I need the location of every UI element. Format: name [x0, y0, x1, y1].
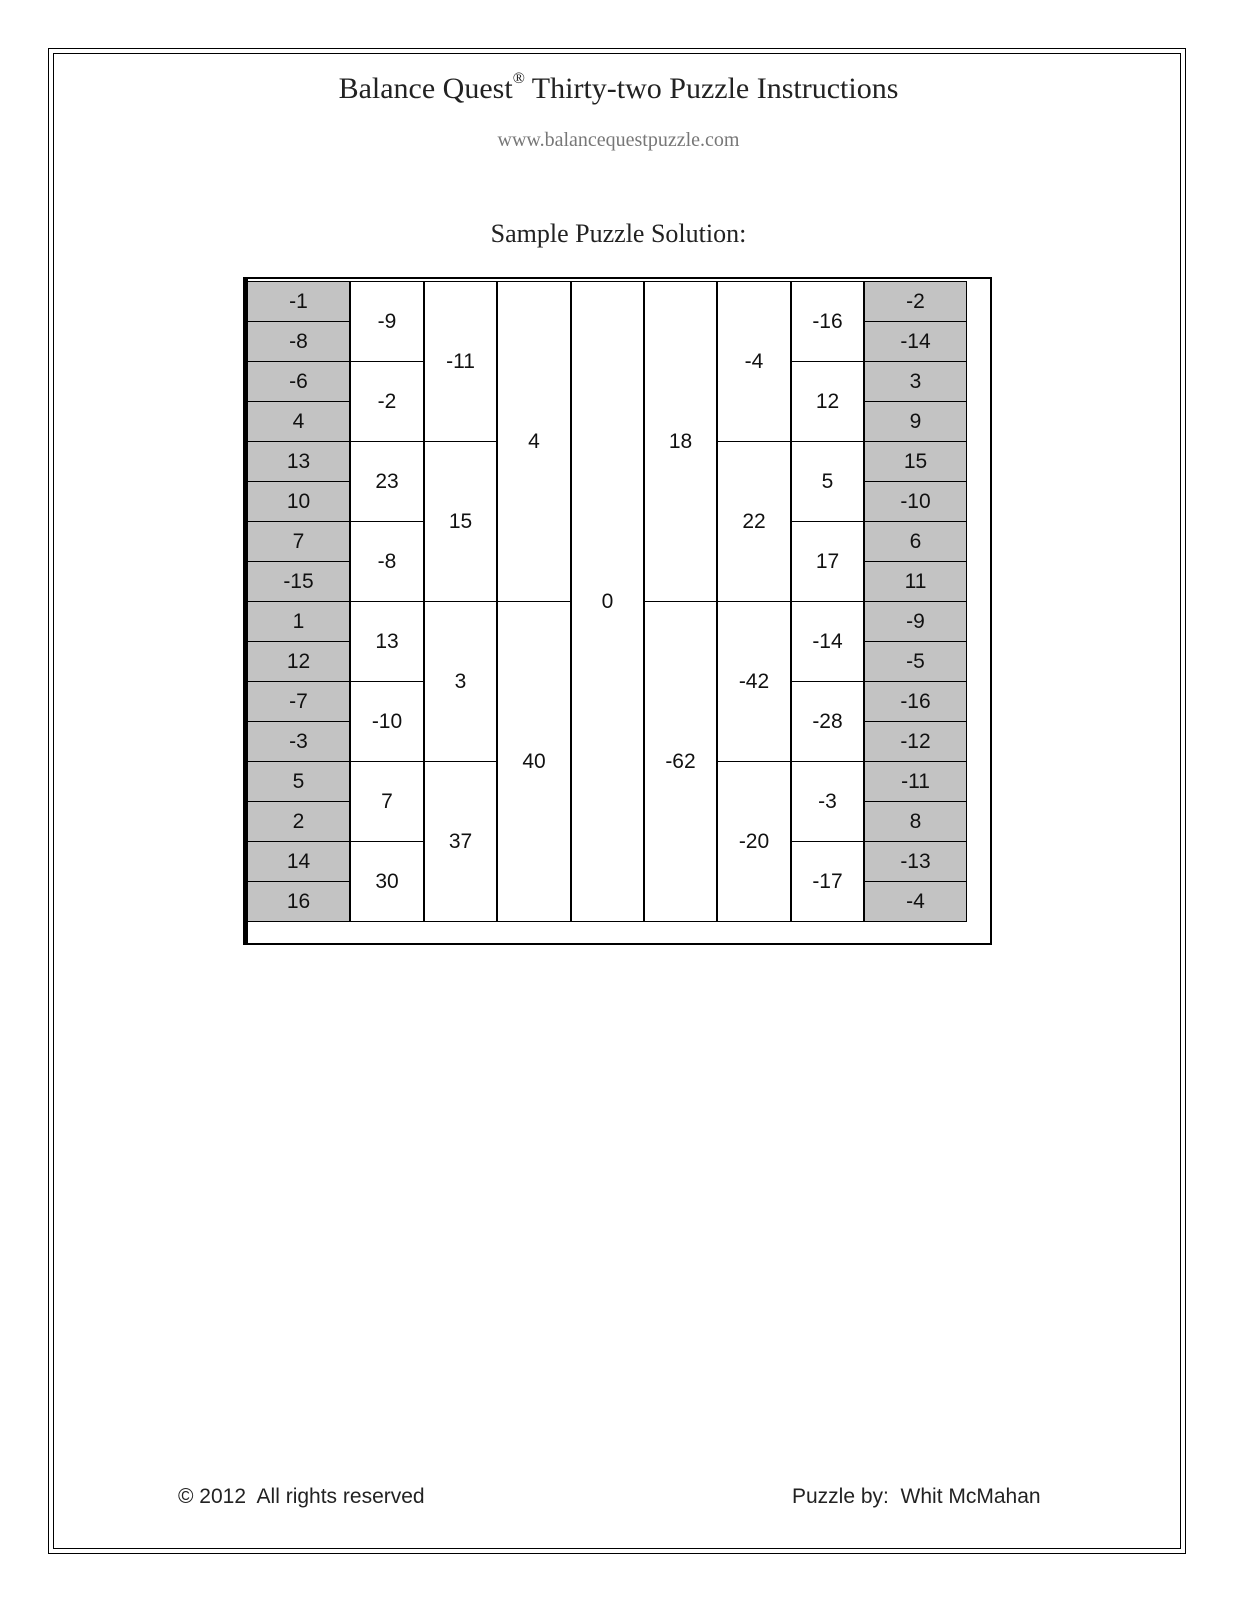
puzzle-cell: -10	[350, 681, 424, 762]
puzzle-cell: 16	[247, 881, 350, 922]
puzzle-cell: -8	[350, 521, 424, 602]
puzzle-cell: 5	[791, 441, 864, 522]
puzzle-cell: -4	[717, 281, 791, 442]
puzzle-cell: 12	[247, 641, 350, 682]
puzzle-cell: -16	[791, 281, 864, 362]
puzzle-cell: 14	[247, 841, 350, 882]
puzzle-cell: -6	[247, 361, 350, 402]
registered-mark: ®	[512, 70, 525, 87]
puzzle-cell: 6	[864, 521, 967, 562]
puzzle-cell: -10	[864, 481, 967, 522]
puzzle-cell: 4	[497, 281, 571, 602]
puzzle-cell: 4	[247, 401, 350, 442]
author-credit: Puzzle by: Whit McMahan	[792, 1485, 1041, 1508]
puzzle-cell: -8	[247, 321, 350, 362]
title-main: Balance Quest	[338, 72, 513, 105]
puzzle-cell: -5	[864, 641, 967, 682]
puzzle-cell: 3	[424, 601, 497, 762]
puzzle-cell: -17	[791, 841, 864, 922]
puzzle-cell: -14	[791, 601, 864, 682]
website-url: www.balancequestpuzzle.com	[497, 129, 740, 151]
puzzle-cell: -14	[864, 321, 967, 362]
puzzle-cell: -28	[791, 681, 864, 762]
puzzle-cell: 5	[247, 761, 350, 802]
puzzle-cell: 40	[497, 601, 571, 922]
puzzle-cell: -11	[864, 761, 967, 802]
puzzle-grid	[247, 281, 988, 941]
puzzle-cell: 11	[864, 561, 967, 602]
puzzle-cell: 1	[247, 601, 350, 642]
puzzle-cell: -9	[350, 281, 424, 362]
puzzle-cell: 7	[350, 761, 424, 842]
puzzle-cell: 30	[350, 841, 424, 922]
puzzle-cell: 10	[247, 481, 350, 522]
puzzle-cell: -3	[791, 761, 864, 842]
puzzle-cell: 22	[717, 441, 791, 602]
puzzle-cell: -2	[864, 281, 967, 322]
puzzle-cell: 8	[864, 801, 967, 842]
puzzle-cell: -9	[864, 601, 967, 642]
puzzle-cell: -7	[247, 681, 350, 722]
puzzle-cell: -62	[644, 601, 717, 922]
puzzle-cell: -11	[424, 281, 497, 442]
puzzle-cell: -20	[717, 761, 791, 922]
puzzle-cell: 9	[864, 401, 967, 442]
puzzle-cell: 3	[864, 361, 967, 402]
puzzle-cell: 12	[791, 361, 864, 442]
puzzle-cell: 15	[864, 441, 967, 482]
page-title	[0, 72, 1237, 106]
puzzle-cell: -12	[864, 721, 967, 762]
puzzle-cell: 17	[791, 521, 864, 602]
puzzle-cell: 0	[571, 281, 644, 922]
puzzle-cell: -1	[247, 281, 350, 322]
puzzle-cell: -13	[864, 841, 967, 882]
puzzle-cell: 23	[350, 441, 424, 522]
copyright-text: © 2012 All rights reserved	[178, 1485, 425, 1508]
puzzle-cell: -16	[864, 681, 967, 722]
puzzle-cell: 13	[350, 601, 424, 682]
puzzle-cell: 7	[247, 521, 350, 562]
puzzle-cell: -42	[717, 601, 791, 762]
puzzle-cell: 37	[424, 761, 497, 922]
title-rest: Thirty-two Puzzle Instructions	[524, 72, 899, 105]
puzzle-cell: -15	[247, 561, 350, 602]
puzzle-cell: 2	[247, 801, 350, 842]
puzzle-cell: -4	[864, 881, 967, 922]
puzzle-cell: -3	[247, 721, 350, 762]
puzzle-cell: 13	[247, 441, 350, 482]
puzzle-cell: 18	[644, 281, 717, 602]
puzzle-cell: -2	[350, 361, 424, 442]
puzzle-cell: 15	[424, 441, 497, 602]
section-subtitle: Sample Puzzle Solution:	[490, 219, 747, 248]
